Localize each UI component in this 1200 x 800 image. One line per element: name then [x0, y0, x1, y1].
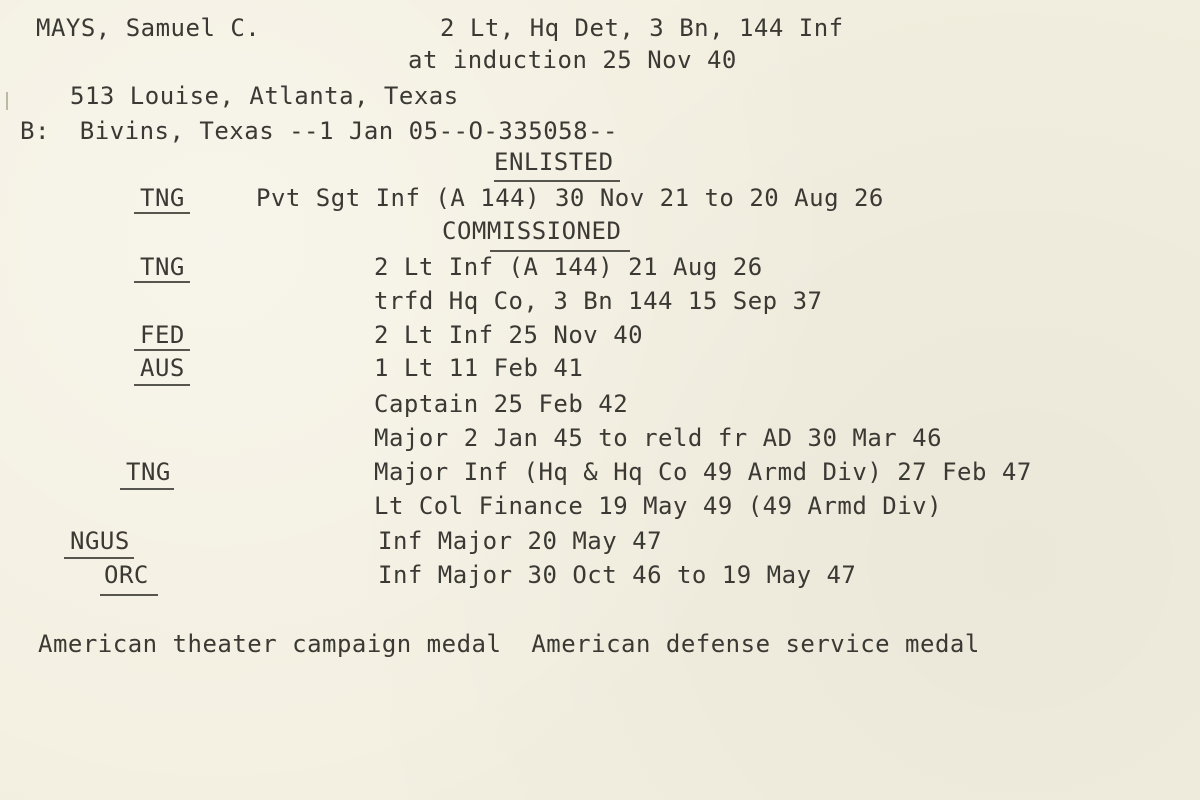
entry-text: Lt Col Finance 19 May 49 (49 Armd Div): [374, 492, 943, 520]
entry-code: ORC: [104, 561, 149, 589]
entry-text: trfd Hq Co, 3 Bn 144 15 Sep 37: [374, 287, 823, 315]
entry-text: Pvt Sgt Inf (A 144) 30 Nov 21 to 20 Aug 26: [256, 184, 884, 212]
enlisted-heading: ENLISTED: [494, 148, 614, 176]
entry-code-underline: [134, 384, 190, 386]
margin-mark: [6, 92, 8, 110]
entry-code-underline: [134, 349, 190, 351]
induction-line: at induction 25 Nov 40: [408, 46, 737, 74]
entry-code: NGUS: [70, 527, 130, 555]
entry-code-underline: [64, 557, 134, 559]
entry-code: TNG: [140, 184, 185, 212]
entry-code: TNG: [140, 253, 185, 281]
entry-code-underline: [134, 281, 190, 283]
entry-code-underline: [100, 594, 158, 596]
entry-code: FED: [140, 321, 185, 349]
entry-text: 1 Lt 11 Feb 41: [374, 354, 584, 382]
entry-text: Inf Major 30 Oct 46 to 19 May 47: [378, 561, 857, 589]
rank-unit: 2 Lt, Hq Det, 3 Bn, 144 Inf: [440, 14, 844, 42]
commissioned-heading-underline: [490, 250, 630, 252]
entry-text: Major 2 Jan 45 to reld fr AD 30 Mar 46: [374, 424, 943, 452]
entry-code-underline: [120, 488, 174, 490]
entry-code: TNG: [126, 458, 171, 486]
medals-line: American theater campaign medal American defense service medal: [38, 630, 980, 658]
commissioned-heading: COMMISSIONED: [442, 217, 622, 245]
soldier-name: MAYS, Samuel C.: [36, 14, 261, 42]
birth-line: B: Bivins, Texas --1 Jan 05--O-335058--: [20, 117, 618, 145]
entry-code: AUS: [140, 354, 185, 382]
entry-text: Major Inf (Hq & Hq Co 49 Armd Div) 27 Feb 47: [374, 458, 1032, 486]
entry-code-underline: [134, 212, 190, 214]
entry-text: Inf Major 20 May 47: [378, 527, 663, 555]
entry-text: 2 Lt Inf (A 144) 21 Aug 26: [374, 253, 763, 281]
enlisted-heading-underline: [494, 180, 620, 182]
address-line: 513 Louise, Atlanta, Texas: [70, 82, 459, 110]
entry-text: Captain 25 Feb 42: [374, 390, 629, 418]
entry-text: 2 Lt Inf 25 Nov 40: [374, 321, 644, 349]
